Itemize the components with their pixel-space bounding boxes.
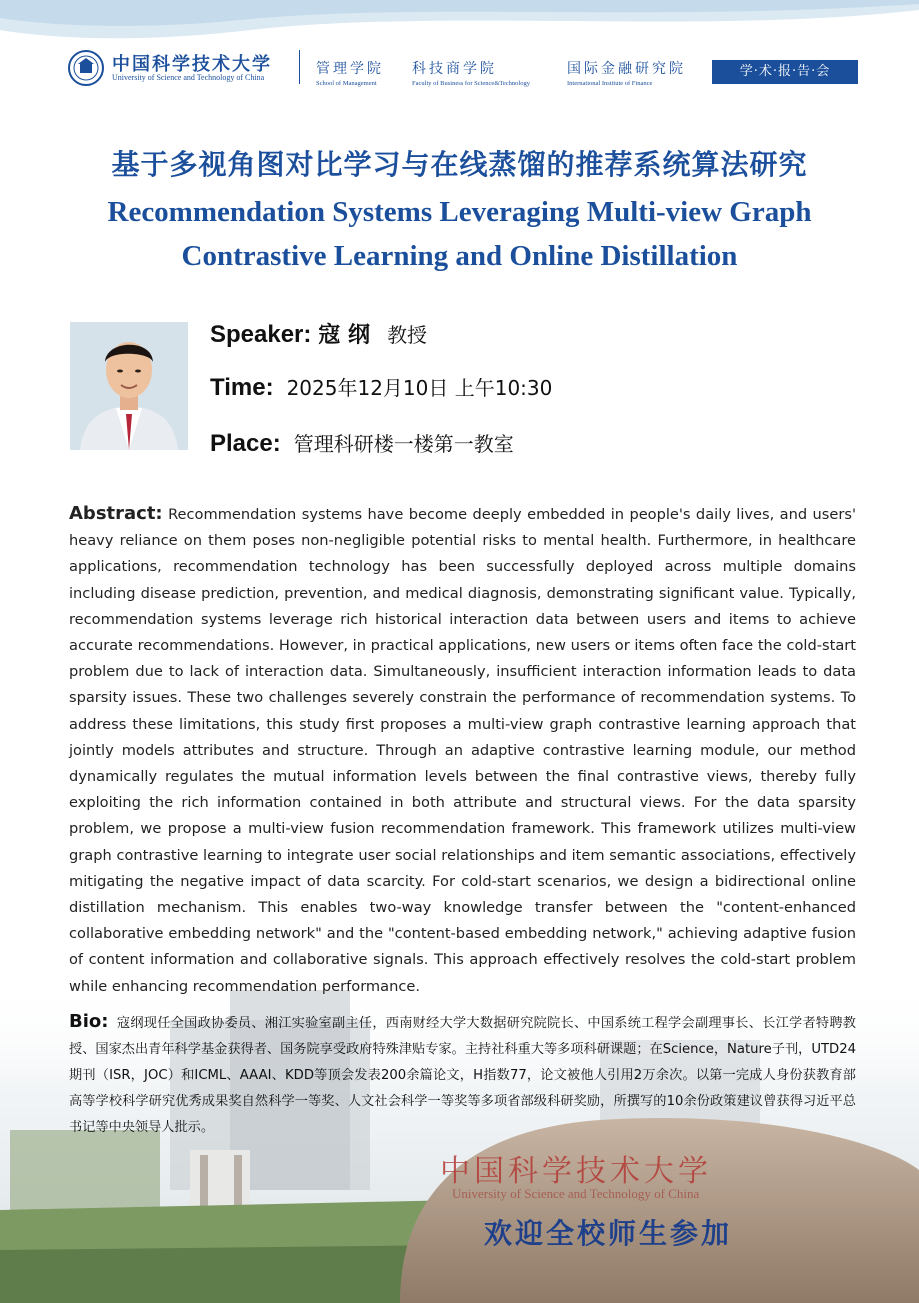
stone-inscription-cn: 中国科学技术大学: [440, 1154, 712, 1189]
speaker-title: 教授: [387, 323, 428, 347]
abstract-text: Recommendation systems have become deeply embedded in people's daily lives, and users' heavy reliance on them poses non-negligible potential risks to mental health. Furthermore, in healthcare applications, recommendation technology has been successfully deployed across multiple domains including disease prediction, prevention, and medical diagnosis, demonstrating significant value. Typically, recommendation systems leverage rich historical interaction data between users and items to achieve accurate recommendations. However, in practical applications, new users or items often face the cold-start problem due to lack of interaction data. Simultaneously, insufficient interaction information leads to data sparsity issues. These two challenges severely constrain the performance of recommendation systems. To address these limitations, this study first proposes a multi-view graph contrastive learning approach that jointly models attributes and structure. Through an adaptive contrastive learning module, our method dynamically regulates the mutual information levels between the final contrastive views, thereby fully exploiting the rich information contained in both attribute and structural views. For the data sparsity problem, we propose a multi-view fusion recommendation framework. This framework utilizes multi-view graph contrastive learning to integrate user social relationships and item semantic associations, effectively mitigating the negative impact of data scarcity. For cold-start scenarios, we design a bidirectional online distillation mechanism. This enables two-way knowledge transfer between the "content-enhanced collaborative embedding network" and the "content-based embedding network," achieving adaptive fusion of content information and collaborative signals. This approach effectively resolves the cold-start problem while enhancing recommendation performance.: [69, 506, 856, 995]
seminar-badge: 学·术·报·告·会: [712, 60, 858, 84]
abstract-section: [69, 501, 856, 1000]
speaker-photo: [70, 322, 188, 450]
school-name-en: Faculty of Business for Science&Technology: [412, 80, 530, 87]
place-label: Place:: [210, 430, 281, 457]
title-cn: 基于多视角图对比学习与在线蒸馏的推荐系统算法研究: [111, 148, 808, 181]
place-row: [210, 428, 514, 458]
title-en: Recommendation Systems Leveraging Multi-view Graph Contrastive Learning and Online Distillation: [107, 196, 812, 272]
abstract-label: Abstract:: [69, 503, 163, 524]
speaker-portrait-icon: [70, 322, 188, 450]
time-label: Time:: [210, 374, 274, 401]
school-name-cn: 管理学院: [316, 61, 384, 77]
speaker-name: 寇 纲: [318, 323, 371, 348]
university-name-cn: 中国科学技术大学: [112, 54, 272, 75]
school-name-cn: 科技商学院: [412, 61, 497, 77]
speaker-label: Speaker:: [210, 321, 312, 348]
speaker-row: [210, 318, 427, 349]
header-bar: [68, 46, 858, 90]
school-name-en: International Institute of Finance: [567, 80, 653, 87]
school-name-en: School of Management: [316, 80, 377, 87]
university-name-en: University of Science and Technology of China: [112, 73, 265, 82]
university-seal-icon: [68, 50, 104, 86]
school-name-cn: 国际金融研究院: [567, 61, 686, 77]
time-row: [210, 372, 552, 402]
stone-inscription-en: University of Science and Technology of China: [452, 1186, 700, 1201]
welcome-message: 欢迎全校师生参加: [484, 1217, 733, 1250]
school-management: [316, 58, 384, 87]
bio-text: 寇纲现任全国政协委员、湘江实验室副主任，西南财经大学大数据研究院院长、中国系统工程学会副理事长、长江学者特聘教授、国家杰出青年科学基金获得者、国务院享受政府特殊津贴专家。主持社科重大等多项科研课题；在Science，Nature子刊，UTD24期刊（ISR，JOC）和ICML、AAAI、KDD等顶会发表200余篇论文，H指数77，论文被他人引用2万余次。以第一完成人身份获教育部高等学校科学研究优秀成果奖自然科学一等奖、人文社会科学一等奖等多项省部级科研奖励，所撰写的10余份政策建议曾获得习近平总书记等中央领导人批示。: [69, 1016, 856, 1135]
school-business: [412, 58, 530, 87]
header-divider: [299, 50, 300, 84]
school-finance: [567, 58, 686, 87]
bio-label: Bio:: [69, 1011, 109, 1032]
bio-section: [69, 1009, 856, 1141]
time-value: 2025年12月10日 上午10:30: [286, 376, 553, 400]
place-value: 管理科研楼一楼第一教室: [293, 432, 514, 456]
